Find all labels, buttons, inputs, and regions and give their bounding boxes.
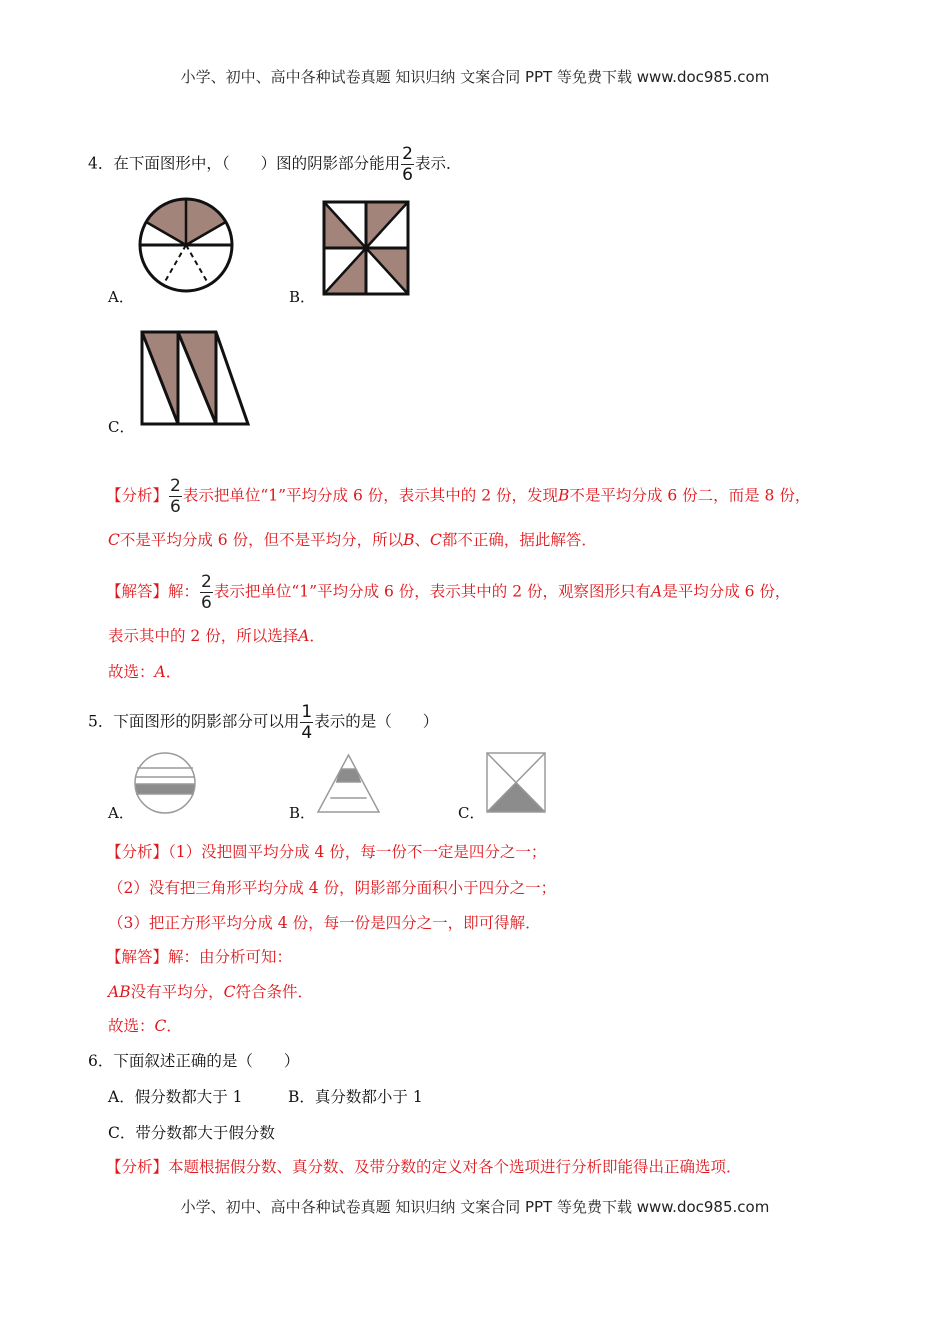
q5-stem-before: 5．下面图形的阴影部分可以用	[88, 712, 300, 731]
q4-analysis-line1	[106, 478, 810, 515]
q4-option-c-label: C．	[108, 418, 135, 436]
q5-option-b-label: B．	[289, 804, 316, 822]
q4-analysis-text-2f: 都不正确，据此解答．	[441, 531, 597, 549]
page-header: 小学、初中、高中各种试卷真题 知识归纳 文案合同 PPT 等免费下载 www.doc985.com	[180, 68, 770, 86]
q5-figure-b-triangle	[316, 752, 384, 814]
q5-frac-num: 1	[301, 702, 313, 722]
q5-answer-text-2b: 没有平均分，	[130, 983, 224, 1001]
q4-answer-text-2c: ．	[309, 627, 325, 645]
q4-frac-den: 6	[402, 165, 413, 185]
q5-analysis-line3: （3）把正方形平均分成 4 份，每一份是四分之一，即可得解．	[108, 914, 541, 932]
q5-answer-line1	[106, 947, 292, 967]
q4-analysis-text-2d: 、	[414, 531, 430, 549]
q4-analysis-text-2a: C	[108, 531, 120, 549]
q5-figure-c-square	[486, 752, 548, 814]
q4-choice-end: ．	[165, 663, 182, 681]
q5-choice	[108, 1016, 182, 1036]
q4-analysis-frac-num: 2	[170, 476, 181, 496]
q5-analysis-line1	[106, 842, 546, 862]
q4-stem	[88, 146, 461, 183]
q5-answer-text-2d: 符合条件．	[235, 983, 313, 1001]
q4-choice-label: 故选：	[108, 663, 155, 681]
q4-stem-before: 4．在下面图形中，（ ）图的阴影部分能用	[88, 154, 401, 173]
q6-analysis-text: 本题根据假分数、真分数、及带分数的定义对各个选项进行分析即能得出正确选项．	[168, 1158, 742, 1176]
page-footer: 小学、初中、高中各种试卷真题 知识归纳 文案合同 PPT 等免费下载 www.doc985.com	[180, 1198, 770, 1216]
q5-answer-text-1: 解：由分析可知：	[168, 948, 293, 966]
q5-analysis-line2: （2）没有把三角形平均分成 4 份，阴影部分面积小于四分之一；	[108, 879, 557, 897]
q4-analysis-fraction	[169, 478, 182, 515]
q5-choice-end: ．	[166, 1017, 182, 1035]
q4-analysis-text-2e: C	[430, 531, 442, 549]
q5-answer-text-2a: AB	[108, 983, 131, 1001]
q5-option-a-label: A．	[108, 804, 134, 822]
q4-answer-line2	[108, 626, 325, 646]
q6-stem: 6．下面叙述正确的是（ ）	[88, 1052, 300, 1070]
q4-frac-num: 2	[402, 144, 413, 164]
q4-analysis-tag: 【分析】	[106, 486, 169, 505]
q4-fraction	[401, 146, 414, 183]
q6-option-c: C．带分数都大于假分数	[108, 1124, 275, 1142]
q4-analysis-line2	[108, 530, 597, 550]
q5-fraction	[300, 704, 313, 741]
q4-figure-b-square	[322, 200, 412, 296]
q5-choice-value: C	[154, 1017, 167, 1035]
q4-analysis-text-2c: B	[403, 531, 415, 549]
q4-option-b-label: B．	[289, 288, 316, 306]
q4-answer-text-2b: A	[298, 627, 310, 645]
q4-answer-text-1c: 是平均分成 6 份，	[662, 582, 791, 601]
q5-frac-den: 4	[301, 723, 313, 743]
q5-stem-after: 表示的是（ ）	[314, 712, 439, 731]
q4-choice	[108, 662, 181, 682]
q6-analysis	[106, 1157, 742, 1177]
q4-analysis-text-1a: 表示把单位“1”平均分成 6 份，表示其中的 2 份，发现	[182, 486, 558, 505]
q5-stem	[88, 704, 438, 741]
q5-analysis-tag: 【分析】	[106, 843, 169, 861]
q4-answer-line1	[106, 574, 790, 611]
q5-answer-line2	[108, 982, 313, 1002]
q5-choice-label: 故选：	[108, 1017, 155, 1035]
q4-analysis-text-1b: B	[558, 486, 570, 505]
q4-answer-frac-den: 6	[201, 593, 212, 613]
q4-analysis-frac-den: 6	[170, 497, 181, 517]
q4-answer-text-2a: 表示其中的 2 份，所以选择	[108, 627, 299, 645]
q4-answer-text-1a: 表示把单位“1”平均分成 6 份，表示其中的 2 份，观察图形只有	[213, 582, 652, 601]
q4-figure-a-circle	[138, 196, 238, 296]
q4-answer-fraction	[200, 574, 213, 611]
q5-answer-text-2c: C	[223, 983, 236, 1001]
q5-figure-a-circle	[134, 752, 198, 816]
q6-option-a: A．假分数都大于 1	[108, 1088, 243, 1106]
q5-analysis-text-1: （1）没把圆平均分成 4 份，每一份不一定是四分之一；	[168, 843, 547, 861]
q4-choice-value: A	[154, 663, 166, 681]
q4-answer-text-1b: A	[651, 582, 663, 601]
q6-analysis-tag: 【分析】	[106, 1158, 169, 1176]
q4-option-a-label: A．	[108, 288, 134, 306]
q6-option-b: B．真分数都小于 1	[288, 1088, 423, 1106]
q4-answer-tag: 【解答】	[106, 582, 169, 601]
q4-answer-pre: 解：	[168, 582, 200, 601]
q5-answer-tag: 【解答】	[106, 948, 169, 966]
q4-stem-after: 表示．	[414, 154, 462, 173]
q4-analysis-text-1c: 不是平均分成 6 份二，而是 8 份，	[569, 486, 811, 505]
q4-figure-c-trapezoid	[140, 330, 252, 426]
q4-answer-frac-num: 2	[201, 572, 212, 592]
q5-option-c-label: C．	[458, 804, 485, 822]
q4-analysis-text-2b: 不是平均分成 6 份，但不是平均分，所以	[119, 531, 404, 549]
